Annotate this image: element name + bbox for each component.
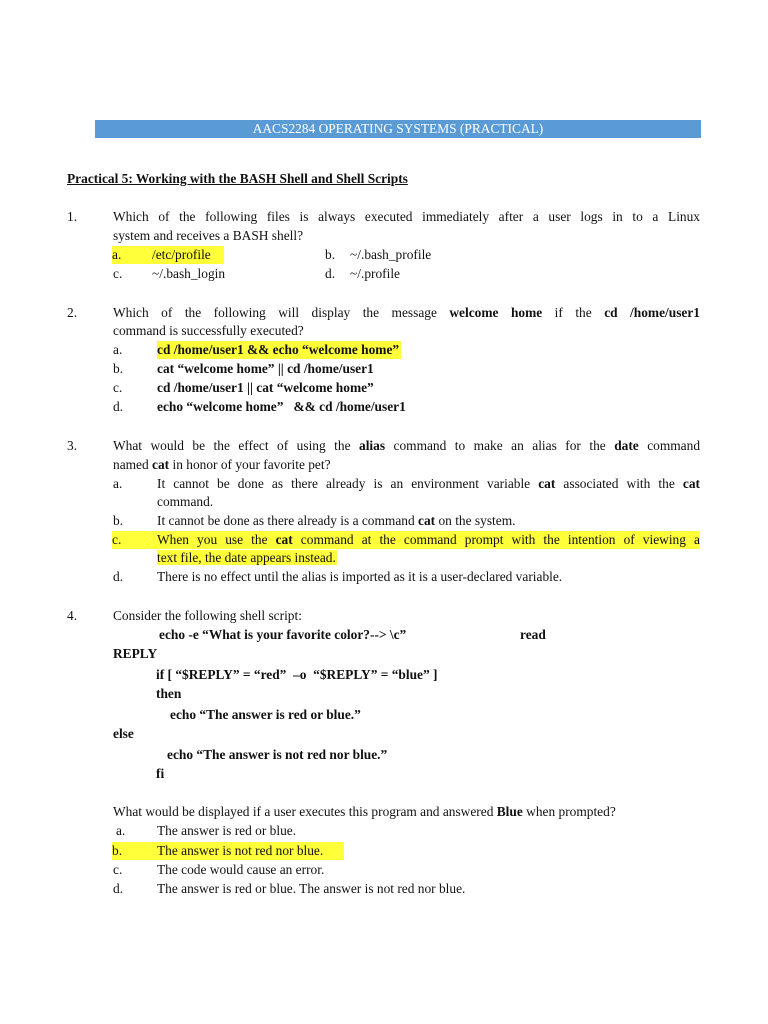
q4-option-c [113,861,325,879]
q3-option-d-text: There is no effect until the alias is imported as it is a user-declared variable. [157,569,563,584]
option-text: The answer is red or blue. The answer is not red nor blue. [157,881,466,896]
option-text: ~/.bash_profile [350,247,432,262]
q4-prompt: What would be displayed if a user executes this program and answered Blue when prompted? [113,804,616,819]
code-fi: fi [156,766,165,781]
q3-option-a-line2: command. [157,494,214,509]
q1-option-d [325,265,401,283]
option-text: The answer is red or blue. [157,823,297,838]
q2-line1: Which of the following will display the message welcome home if the cd /home/user1 [113,305,700,320]
option-text: The answer is not red nor blue. [157,843,324,858]
q2-line2: command is successfully executed? [113,323,304,338]
option-letter: c. [113,862,123,877]
option-text: ~/.profile [350,266,401,281]
option-text: cat “welcome home” || cd /home/user1 [157,361,374,376]
option-letter: d. [113,881,124,896]
q3-option-c-line2: text file, the date appears instead. [157,550,336,565]
q4-option-a [116,822,297,840]
q3-line1: What would be the effect of using the alias command to make an alias for the date command [113,438,701,453]
q1-line2: system and receives a BASH shell? [113,228,304,243]
option-letter: d. [325,266,336,281]
code-read: read [520,627,546,642]
practical-title: Practical 5: Working with the BASH Shell and Shell Scripts [67,171,408,186]
code-echo-line: echo -e “What is your favorite color?--> \c” [159,627,407,642]
option-letter: a. [113,342,123,357]
q4-intro: Consider the following shell script: [113,608,302,623]
q2-option-a [113,341,400,359]
code-echo-not-red-nor-blue: echo “The answer is not red nor blue.” [167,747,388,762]
course-banner: AACS2284 OPERATING SYSTEMS (PRACTICAL) [95,120,701,138]
q3-option-b-text: It cannot be done as there already is a command cat on the system. [157,513,516,528]
option-text: ~/.bash_login [152,266,226,281]
option-letter: a. [112,247,122,262]
q2-option-d [113,398,406,416]
q4-number: 4. [67,608,78,623]
option-letter: c. [113,266,123,281]
q1-option-c [113,265,226,283]
option-letter: b. [113,361,124,376]
q2-option-c [113,379,374,397]
q1-number: 1. [67,209,78,224]
option-text: cd /home/user1 && echo “welcome home” [157,342,400,357]
q3-option-a-letter: a. [113,476,123,491]
option-text: The code would cause an error. [157,862,325,877]
option-letter: c. [113,380,123,395]
option-letter: d. [113,399,124,414]
option-text: echo “welcome home” && cd /home/user1 [157,399,406,414]
code-reply: REPLY [113,646,158,661]
option-letter: b. [112,843,123,858]
q1-option-b [325,246,432,264]
option-text: /etc/profile [152,247,211,262]
option-letter: b. [325,247,336,262]
q1-option-a [112,246,224,264]
code-else: else [113,726,134,741]
q2-option-b [113,360,374,378]
q3-number: 3. [67,438,78,453]
code-echo-red-or-blue: echo “The answer is red or blue.” [170,707,361,722]
q3-option-b-letter: b. [113,513,124,528]
q3-option-c-line1: c. When you use the cat command at the command prompt with the intention of viewing a [112,532,700,547]
q1-line1: Which of the following files is always executed immediately after a user logs in to a Linux [113,209,700,224]
q3-option-d-letter: d. [113,569,124,584]
option-text: cd /home/user1 || cat “welcome home” [157,380,374,395]
q4-option-b [112,842,344,860]
code-then: then [156,686,182,701]
code-if-line: if [ “$REPLY” = “red” –o “$REPLY” = “blue” ] [156,667,438,682]
q4-option-d [113,880,466,898]
q3-option-a-line1: It cannot be done as there already is an environment variable cat associated with the cat [157,476,700,491]
q2-number: 2. [67,305,78,320]
q3-line2: named cat in honor of your favorite pet? [113,457,331,472]
option-letter: c. [112,532,122,547]
option-letter: a. [116,823,126,838]
